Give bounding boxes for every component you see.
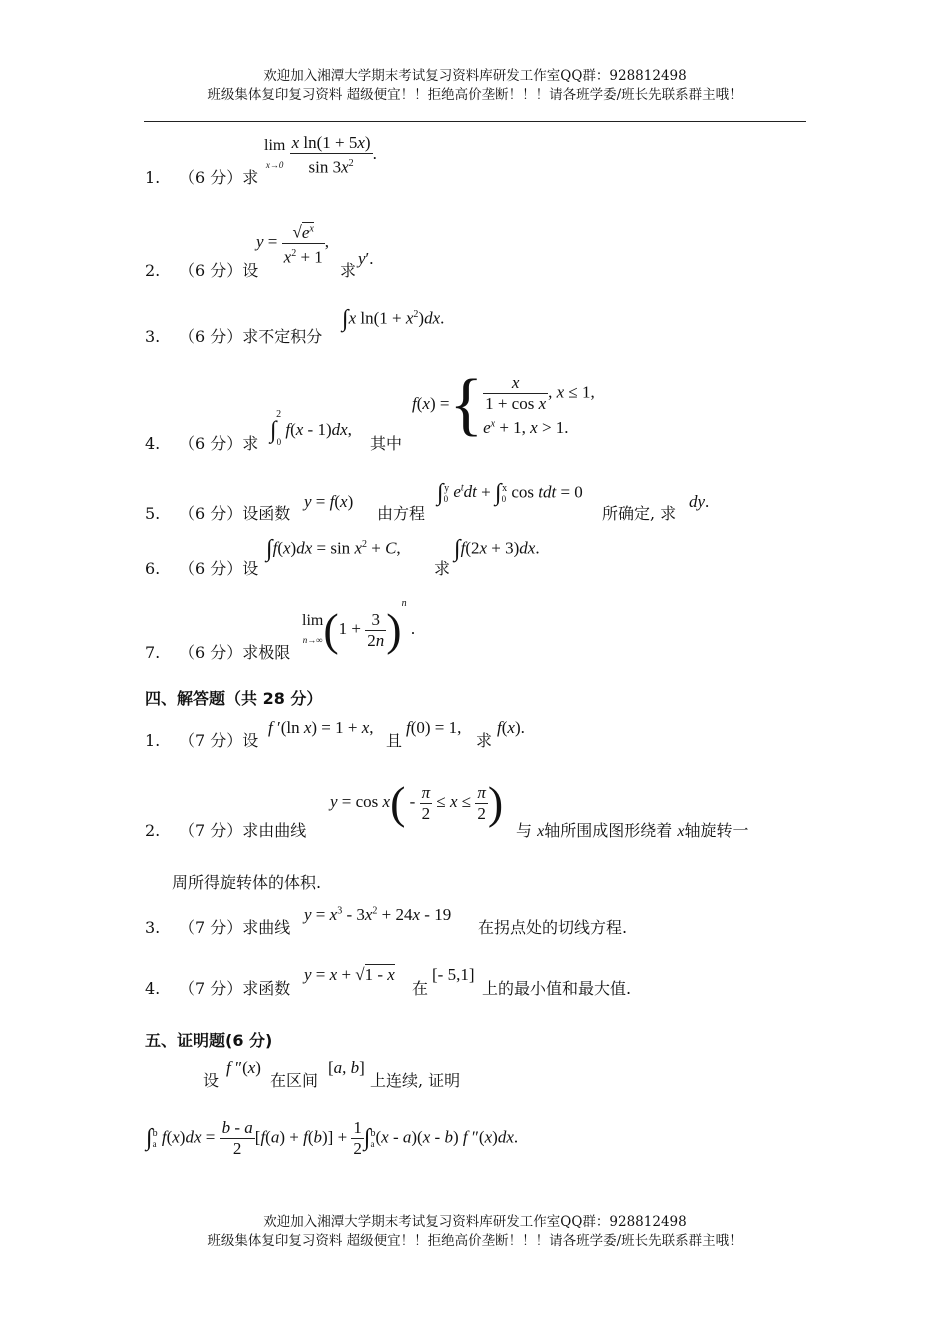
header-line-2: 班级集体复印复习资料 超级便宜！！拒绝高价垄断！！！请各班学委/班长先联系群主哦！ [207,87,743,103]
formula-4-1c: f(x). [497,718,525,737]
formula-3-3: ∫x $\ln(1 + x^2)dx$. [342,306,445,332]
formula-4-4b: [- 5,1] [432,965,475,984]
question-4-1: 1. （7 分）设 [145,731,259,750]
question-4-1-mid1: 且 [386,731,403,750]
question-3-7: 7. （6 分）求极限 [145,643,291,662]
question-3-5-mid2: 所确定, 求 [602,504,677,523]
formula-3-7: lim n→∞(1 + $\frac{3}{2n}$ )$^n$ . [302,598,416,656]
proof-lead: 设 [203,1071,220,1090]
footer-line-2: 班级集体复印复习资料 超级便宜！！拒绝高价垄断！！！请各班学委/班长先联系群主哦！ [207,1233,743,1249]
question-3-5-mid1: 由方程 [377,504,426,523]
formula-4-1a: f ′(ln x) = 1 + x, [268,718,374,737]
formula-3-5b: $\int_0^y$ $e^tdt + \int_0^x$ cos tdt = 0 [437,480,583,506]
formula-5-proof: $\int_a^b$ f(x)dx = $\frac{b - a}{2}$ [f(a) + f(b)] + $\frac{1}{2}$ $\int_a^b(x - a)(x - b)$ f ″(x)dx. [146,1118,519,1158]
formula-3-4: $\int_0^2$ f(x - 1)dx, [270,409,352,447]
question-4-2: 2. （7 分）求由曲线 [145,821,307,840]
formula-4-4: y = x + √1 - x [304,965,395,984]
formula-4-3: $y = x^3 - 3x^2 + 24x - 19$ [304,905,452,924]
question-4-4: 4. （7 分）求函数 [145,979,291,998]
formula-3-4-piecewise: f(x) ={ $\frac{x}{\text{1 + cos x}}$ , x ≤ 1, $e^x + 1$, x > 1. [412,366,595,443]
question-3-5: 5. （6 分）设函数 [145,504,291,523]
formula-3-2: y = $\frac{√e^x}{x^2 + 1}$ , [256,219,329,267]
formula-3-1: lim x→0 $\frac{\text{x ln(1 + 5x)}}{\sin 3x^2}$ . [264,133,377,177]
formula-3-6b: ∫f(2x + 3)dx. [454,536,540,562]
question-4-2-tail: 与 x轴所围成图形绕着 x轴旋转一 [516,821,749,840]
formula-4-1b: f(0) = 1, [406,718,462,737]
proof-mid: 在区间 [270,1071,319,1090]
question-3-6: 6. （6 分）设 [145,559,259,578]
question-3-4: 4. （6 分）求 [145,434,259,453]
question-4-2-cont: 周所得旋转体的体积. [172,873,322,892]
question-3-1: 1. （6 分）求 [145,168,259,187]
question-4-3-tail: 在拐点处的切线方程. [478,918,628,937]
question-3-2: 2. （6 分）设 [145,261,259,280]
page-footer [0,1213,950,1251]
question-4-3: 3. （7 分）求曲线 [145,918,291,937]
question-3-3: 3. （6 分）求不定积分 [145,327,323,346]
header-line-1: 欢迎加入湘潭大学期末考试复习资料库研发工作室QQ群：928812498 [263,68,687,84]
page-header [0,67,950,105]
question-3-2-mid: 求 [340,261,357,280]
section-4-title: 四、解答题（共 28 分） [145,689,323,708]
question-3-6-mid: 求 [434,559,451,578]
formula-5a: f ″(x) [226,1058,261,1077]
formula-3-6a: $\int f(x)dx = \sin x^2 + C$, [266,536,401,562]
formula-4-2: y = cos x( - $\frac{\pi}{2}$ ≤ x ≤ $\frac{\pi}{2}$ ) [330,777,504,828]
formula-3-2b: y′. [358,249,374,268]
footer-line-1: 欢迎加入湘潭大学期末考试复习资料库研发工作室QQ群：928812498 [263,1214,687,1230]
question-4-1-mid2: 求 [476,731,493,750]
formula-3-5c: dy. [689,492,710,511]
question-4-4-mid: 在 [412,979,429,998]
header-rule [144,121,806,122]
section-5-title: 五、证明题(6 分) [145,1031,273,1050]
formula-5b: [a, b] [328,1058,365,1077]
question-4-4-tail: 上的最小值和最大值. [482,979,632,998]
formula-3-5a: y = f(x) [304,492,354,511]
proof-tail: 上连续, 证明 [370,1071,461,1090]
question-3-4-mid: 其中 [370,434,403,453]
